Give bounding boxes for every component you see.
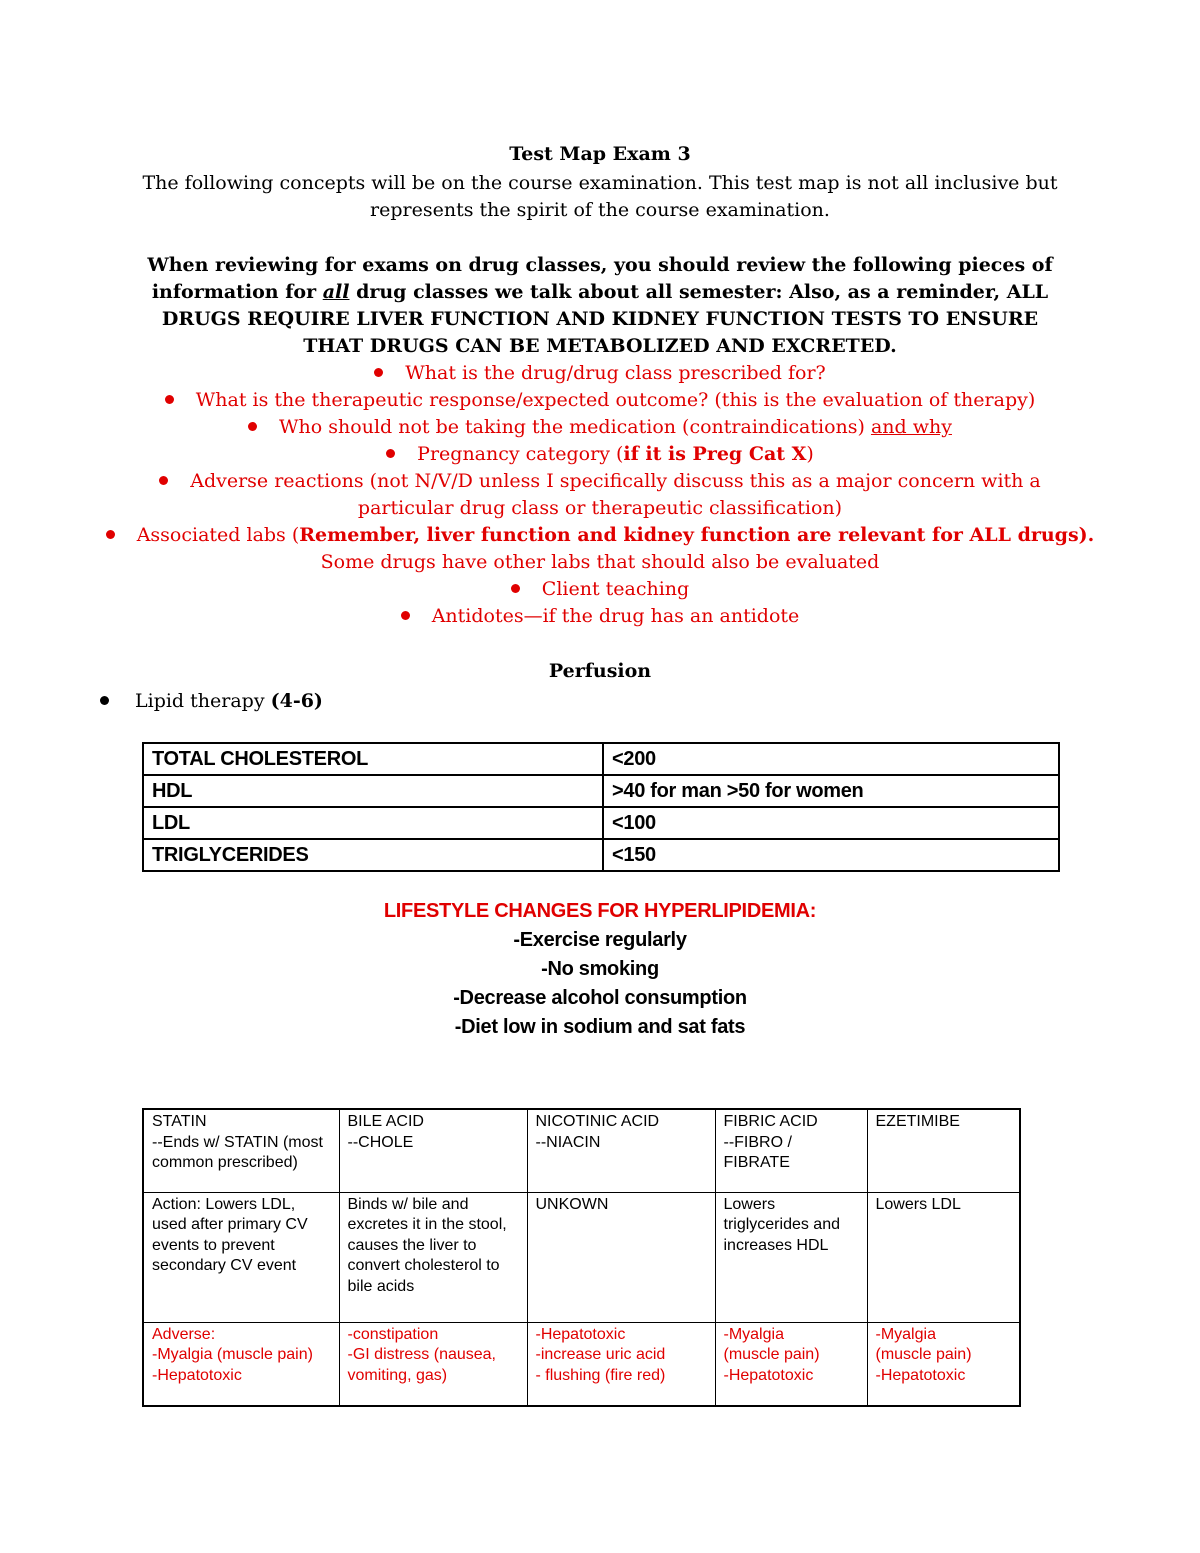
page-title: Test Map Exam 3 [509,143,691,165]
lifestyle-item: -Exercise regularly [513,929,687,951]
list-item-text: Pregnancy category ( [417,443,624,465]
header-cell-nicotinic-acid: NICOTINIC ACID --NIACIN [527,1109,715,1192]
action-cell: Lowers LDL [867,1192,1020,1322]
table-row [143,807,1059,839]
section-heading-perfusion: Perfusion [548,660,652,682]
bullet-icon [401,611,410,620]
action-cell: Lowers triglycerides and increases HDL [715,1192,867,1322]
list-item-text: What is the drug/drug class prescribed for? [405,362,826,384]
list-item [80,360,1120,387]
header-cell-ezetimibe: EZETIMIBE [867,1109,1020,1192]
list-item [80,387,1120,414]
bullet-icon [159,476,168,485]
bullet-icon [100,696,109,705]
action-cell: Binds w/ bile and excretes it in the stool, causes the liver to convert cholesterol to bile acids [339,1192,527,1322]
bold-text: if it is Preg Cat X [623,443,807,465]
action-cell: UNKOWN [527,1192,715,1322]
table-header-row [143,1109,1020,1192]
list-item [80,441,1120,468]
list-item [80,468,1120,522]
adverse-cell: Adverse: -Myalgia (muscle pain) -Hepatotoxic [143,1322,339,1406]
table-cell: LDL [143,807,603,839]
list-item [80,603,1120,630]
list-item [80,414,1120,441]
lipid-therapy-item [100,688,323,715]
list-item-text: Lipid therapy [135,690,271,712]
table-cell: <150 [603,839,1059,871]
bullet-icon [106,530,115,539]
list-item [80,576,1120,603]
table-row [143,1192,1020,1322]
table-cell: TOTAL CHOLESTEROL [143,743,603,775]
review-text-1: When reviewing for exams on drug classes, you should review the following pieces of information for [147,254,1053,303]
list-item-text: ) [806,443,814,465]
table-cell: >40 for man >50 for women [603,775,1059,807]
lifestyle-section [0,897,1200,1042]
table-cell: <200 [603,743,1059,775]
table-cell: HDL [143,775,603,807]
header-cell-statin: STATIN --Ends w/ STATIN (most common prescribed) [143,1109,339,1192]
adverse-cell: -constipation -GI distress (nausea, vomiting, gas) [339,1322,527,1406]
bullet-icon [248,422,257,431]
list-item-text: Who should not be taking the medication (contraindications) [279,416,871,438]
table-row [143,1322,1020,1406]
lifestyle-item: -Diet low in sodium and sat fats [454,1016,746,1038]
list-item-text: Associated labs ( [136,524,300,546]
list-item [80,522,1120,576]
bullet-icon [511,584,520,593]
review-checklist [80,360,1120,630]
table-row [143,839,1059,871]
list-item-text: Adverse reactions (not N/V/D unless I specifically discuss this as a major concern with a particular drug class or therapeutic classification) [190,470,1041,519]
drug-classes-table [142,1108,1021,1407]
adverse-cell: -Myalgia (muscle pain) -Hepatotoxic [867,1322,1020,1406]
list-item-text: Antidotes—if the drug has an antidote [431,605,800,627]
lifestyle-item: -No smoking [541,958,659,980]
review-all-emphasis: all [322,281,350,303]
header-cell-fibric-acid: FIBRIC ACID --FIBRO / FIBRATE [715,1109,867,1192]
list-item-continuation: Some drugs have other labs that should also be evaluated [320,551,880,573]
bold-text: (4-6) [270,690,323,712]
list-item-text: Client teaching [541,578,690,600]
table-row [143,743,1059,775]
intro-paragraph: The following concepts will be on the course examination. This test map is not all inclusive but represents the spirit of the course examination. [142,172,1058,221]
bullet-icon [386,449,395,458]
adverse-cell: -Myalgia (muscle pain) -Hepatotoxic [715,1322,867,1406]
lifestyle-heading: LIFESTYLE CHANGES FOR HYPERLIPIDEMIA: [383,900,817,922]
table-cell: <100 [603,807,1059,839]
lipid-values-table [142,742,1060,872]
adverse-cell: -Hepatotoxic -increase uric acid - flushing (fire red) [527,1322,715,1406]
review-text-2: drug classes we talk about all semester: Also, as a reminder, ALL DRUGS REQUIRE LIVER FUNCTION AND KIDNEY FUNCTION TESTS TO ENSURE THAT DRUGS CAN BE METABOLIZED AND EXCRETED. [161,281,1049,357]
bold-text: Remember, liver function and kidney function are relevant for ALL drugs). [299,524,1095,546]
table-row [143,775,1059,807]
table-cell: TRIGLYCERIDES [143,839,603,871]
underlined-text: and why [870,416,952,438]
lifestyle-item: -Decrease alcohol consumption [453,987,747,1009]
header-cell-bile-acid: BILE ACID --CHOLE [339,1109,527,1192]
bullet-icon [165,395,174,404]
action-cell: Action: Lowers LDL, used after primary CV events to prevent secondary CV event [143,1192,339,1322]
list-item-text: What is the therapeutic response/expected outcome? (this is the evaluation of therapy) [195,389,1036,411]
review-paragraph [140,252,1060,360]
bullet-icon [374,368,383,377]
